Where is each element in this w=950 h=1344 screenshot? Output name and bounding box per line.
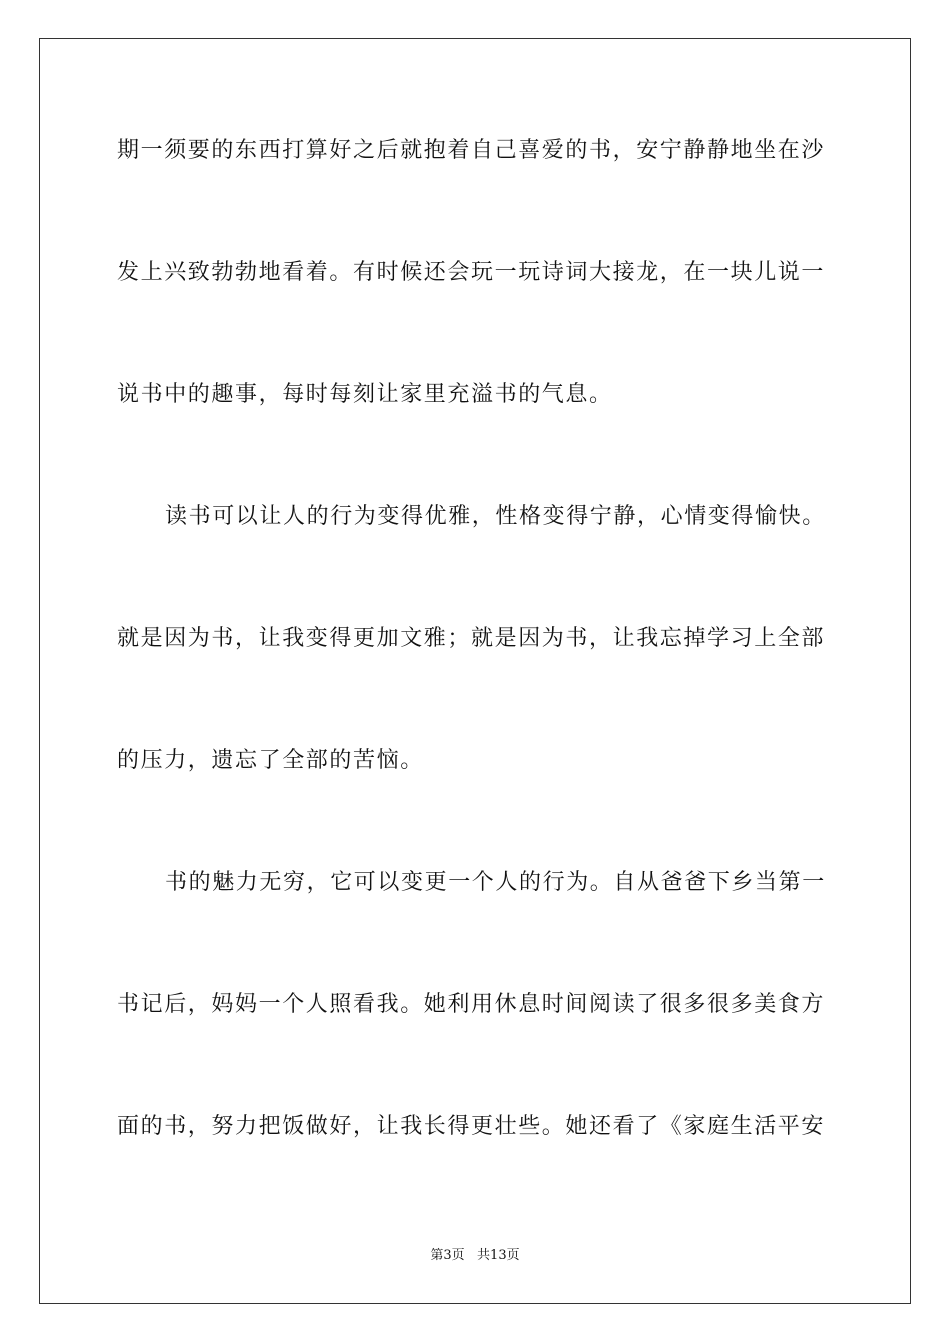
text-line-2: 发上兴致勃勃地看着。有时候还会玩一玩诗词大接龙，在一块儿说一 <box>117 260 826 285</box>
page-number-footer: 第3页 共13页 <box>430 1248 520 1263</box>
text-line-8: 书记后，妈妈一个人照看我。她利用休息时间阅读了很多很多美食方 <box>117 992 826 1017</box>
text-line-6: 的压力，遗忘了全部的苦恼。 <box>117 748 424 773</box>
paragraph-start-line-4: 读书可以让人的行为变得优雅，性格变得宁静，心情变得愉快。 <box>165 504 826 529</box>
text-line-3: 说书中的趣事，每时每刻让家里充溢书的气息。 <box>117 382 613 407</box>
text-line-5: 就是因为书，让我变得更加文雅；就是因为书，让我忘掉学习上全部 <box>117 626 826 651</box>
text-line-1: 期一须要的东西打算好之后就抱着自己喜爱的书，安宁静静地坐在沙 <box>117 138 826 163</box>
paragraph-start-line-7: 书的魅力无穷，它可以变更一个人的行为。自从爸爸下乡当第一 <box>165 870 826 895</box>
text-line-9: 面的书，努力把饭做好，让我长得更壮些。她还看了《家庭生活平安 <box>117 1114 826 1139</box>
